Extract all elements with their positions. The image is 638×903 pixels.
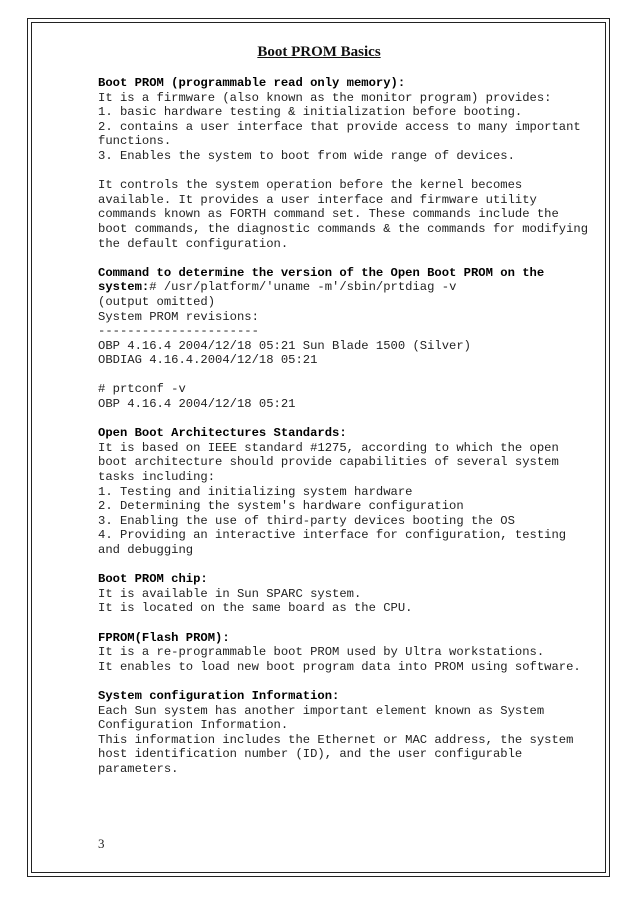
text-line: It controls the system operation before the kernel becomes [98,178,523,193]
text-line: the default configuration. [98,236,289,251]
text-line: It is located on the same board as the CPU. [98,601,413,616]
section-heading-system-configuration: System configuration Information: [98,688,340,703]
text-line: It is based on IEEE standard #1275, according to which the open [98,440,559,455]
text-line: 1. Testing and initializing system hardware [98,484,413,499]
section-heading-architecture-standards: Open Boot Architectures Standards: [98,426,347,441]
text-line: boot commands, the diagnostic commands & the commands for modifying [98,221,589,236]
text-line: OBP 4.16.4 2004/12/18 05:21 [98,397,296,412]
text-line: 3. Enabling the use of third-party devices booting the OS [98,513,515,528]
text-line: 3. Enables the system to boot from wide range of devices. [98,148,515,163]
section-heading-version-command: Command to determine the version of the Open Boot PROM on the [98,265,545,280]
text-line: This information includes the Ethernet or MAC address, the system [98,732,574,747]
text-line: host identification number (ID), and the user configurable [98,747,523,762]
text-line: 4. Providing an interactive interface for configuration, testing [98,528,567,543]
text-line: OBP 4.16.4 2004/12/18 05:21 Sun Blade 1500 (Silver) [98,338,471,353]
text-line: (output omitted) [98,294,216,309]
text-line: boot architecture should provide capabilities of several system [98,455,559,470]
text-line: It enables to load new boot program data into PROM using software. [98,659,581,674]
text-line: functions. [98,134,172,149]
text-line: Each Sun system has another important element known as System [98,703,545,718]
page-number: 3 [98,836,105,851]
text-line: It is a firmware (also known as the monitor program) provides: [98,90,552,105]
text-line: 2. Determining the system's hardware configuration [98,499,464,514]
text-line: parameters. [98,761,179,776]
text-line: and debugging [98,543,194,557]
text-line: System PROM revisions: [98,309,259,324]
command-text: # /usr/platform/'uname -m'/sbin/prtdiag -v [149,280,457,295]
section-heading-boot-prom-chip: Boot PROM chip: [98,572,208,587]
section-heading-boot-prom: Boot PROM (programmable read only memory): [98,76,406,90]
page-title: Boot PROM Basics [257,44,381,60]
text-line: ---------------------- [98,324,259,339]
text-line: # prtconf -v [98,382,186,397]
text-line: It is a re-programmable boot PROM used by Ultra workstations. [98,645,545,660]
section-heading-version-command-cont: system: [98,280,150,295]
section-heading-fprom: FPROM(Flash PROM): [98,630,230,645]
text-line: It is available in Sun SPARC system. [98,586,362,601]
text-line: commands known as FORTH command set. These commands include the [98,207,559,222]
text-line: Configuration Information. [98,718,289,733]
document-body [98,76,623,777]
text-line: 2. contains a user interface that provide access to many important [98,119,581,134]
text-line: OBDIAG 4.16.4.2004/12/18 05:21 [98,353,318,368]
text-line: 1. basic hardware testing & initialization before booting. [98,105,523,120]
text-line: available. It provides a user interface and firmware utility [98,192,537,207]
text-line: tasks including: [98,470,216,485]
